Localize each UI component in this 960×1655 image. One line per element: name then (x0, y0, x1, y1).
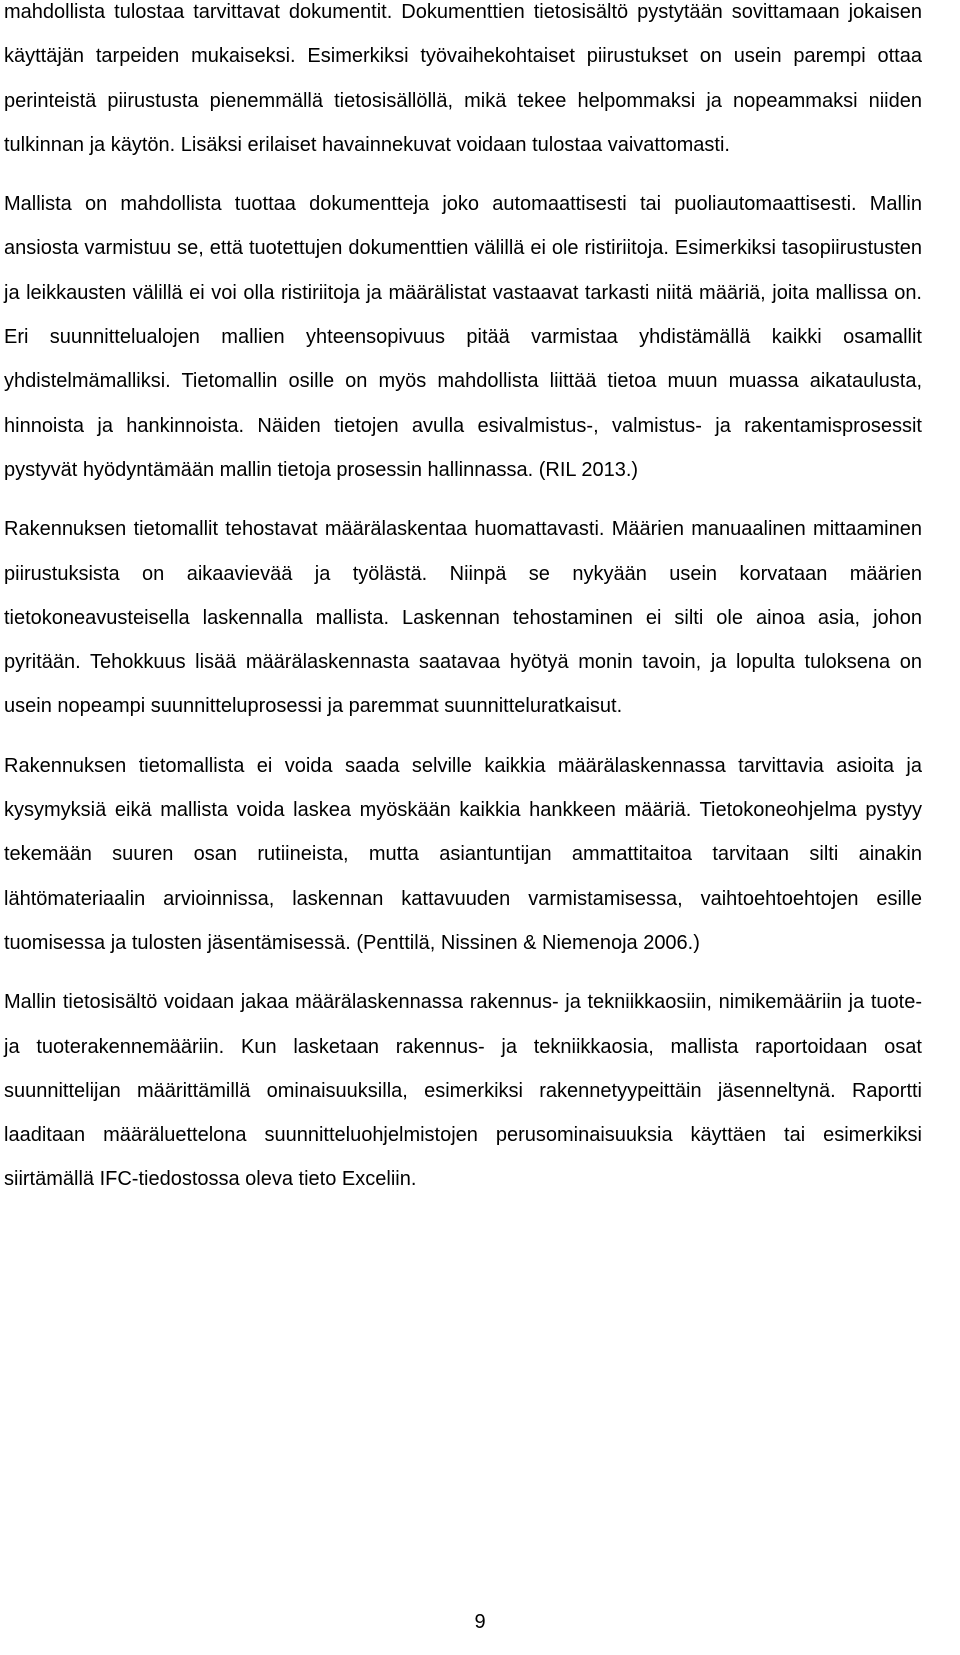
paragraph-quantity-takeoff: Rakennuksen tietomallit tehostavat määrälaskentaa huomattavasti. Määrien manuaalinen mittaaminen piirustuksista on aikaavievää ja työlästä. Niinpä se nykyään usein korvataan määrien tietokoneavusteisella laskennalla mallista. Laskennan tehostaminen ei silti ole ainoa asia, johon pyritään. Tehokkuus lisää määrälaskennasta saatavaa hyötyä monin tavoin, ja lopulta tuloksena on usein nopeampi suunnitteluprosessi ja paremmat suunnitteluratkaisut. (4, 518, 922, 718)
page-number: 9 (474, 1611, 486, 1633)
body-text (4, 0, 922, 1202)
paragraph-model-limitations: Rakennuksen tietomallista ei voida saada selville kaikkia määrälaskennassa tarvittavia asioita ja kysymyksiä eikä mallista voida laskea myöskään kaikkia hankkeen määriä. Tietokoneohjelma pystyy tekemään suuren osan rutiineista, mutta asiantuntijan ammattitaitoa tarvitaan silti ainakin lähtömateriaalin arvioinnissa, laskennan kattavuuden varmistamisessa, vaihtoehtoehtojen esille tuomisessa ja tulosten jäsentämisessä. (Penttilä, Nissinen & Niemenoja 2006.) (4, 754, 922, 954)
paragraph-model-content: Mallin tietosisältö voidaan jakaa määrälaskennassa rakennus- ja tekniikkaosiin, nimikemääriin ja tuote- ja tuoterakennemääriin. Kun lasketaan rakennus- ja tekniikkaosia, mallista raportoidaan osat suunnittelijan määrittämillä ominaisuuksilla, esimerkiksi rakennetyypeittäin jäsenneltynä. Raportti laaditaan määräluettelona suunnitteluohjelmistojen perusominaisuuksia käyttäen tai esimerkiksi siirtämällä IFC-tiedostossa oleva tieto Exceliin. (4, 991, 922, 1191)
paragraph-document-production: Mallista on mahdollista tuottaa dokumentteja joko automaattisesti tai puoliautomaattisesti. Mallin ansiosta varmistuu se, että tuotettujen dokumenttien välillä ei ole ristiriitoja. Esimerkiksi tasopiirustusten ja leikkausten välillä ei voi olla ristiriitoja ja määrälistat vastaavat tarkasti niitä määriä, joita mallissa on. Eri suunnittelualojen mallien yhteensopivuus pitää varmistaa yhdistämällä kaikki osamallit yhdistelmämalliksi. Tietomallin osille on myös mahdollista liittää tietoa muun muassa aikataulusta, hinnoista ja hankinnoista. Näiden tietojen avulla esivalmistus-, valmistus- ja rakentamisprosessit pystyvät hyödyntämään mallin tietoja prosessin hallinnassa. (RIL 2013.) (4, 193, 922, 481)
paragraph-document-output: mahdollista tulostaa tarvittavat dokumentit. Dokumenttien tietosisältö pystytään sovittamaan jokaisen käyttäjän tarpeiden mukaiseksi. Esimerkiksi työvaihekohtaiset piirustukset on usein parempi ottaa perinteistä piirustusta pienemmällä tietosisällöllä, mikä tekee helpommaksi ja nopeammaksi niiden tulkinnan ja käytön. Lisäksi erilaiset havainnekuvat voidaan tulostaa vaivattomasti. (4, 1, 922, 156)
